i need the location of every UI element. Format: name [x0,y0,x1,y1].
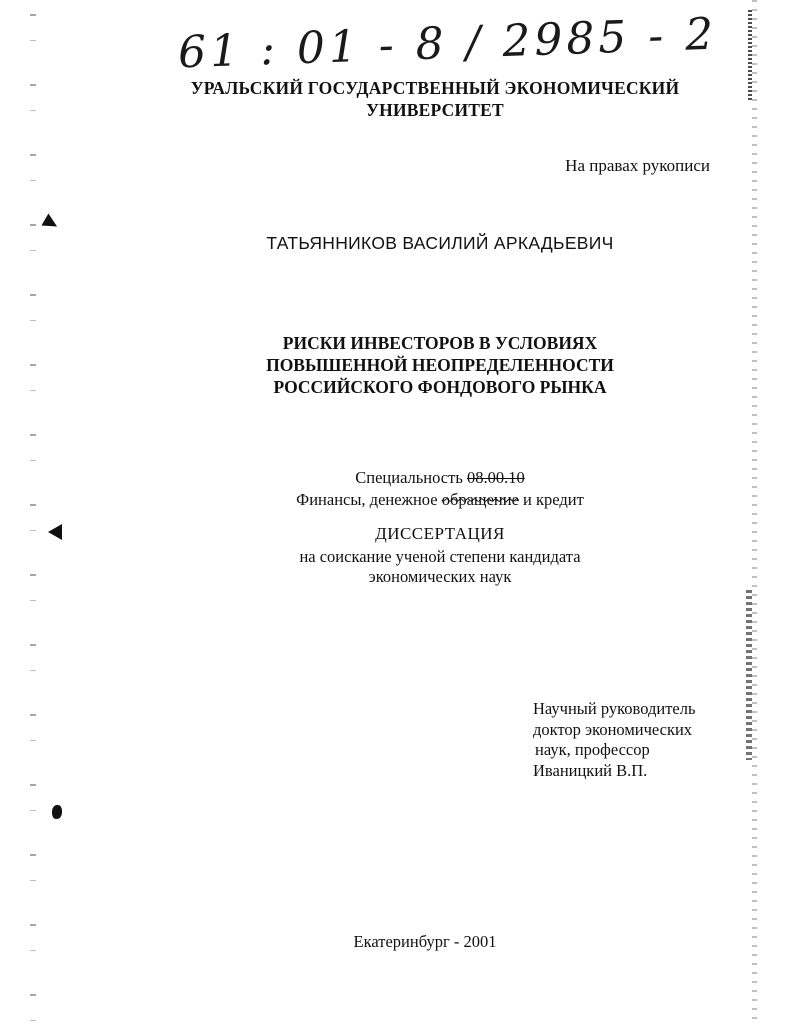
punch-hole-mark-top [41,213,60,232]
scan-artifact-right-edge [752,0,757,1024]
specialty-name-mid: обращение [441,490,519,509]
specialty-name [140,489,740,511]
dissertation-title [140,332,740,398]
title-line-3: РОССИЙСКОГО ФОНДОВОГО РЫНКА [273,377,607,397]
specialty-label: Специальность [355,468,463,487]
institution-line-1: УРАЛЬСКИЙ ГОСУДАРСТВЕННЫЙ ЭКОНОМИЧЕСКИЙ [190,78,680,98]
dissertation-heading: ДИССЕРТАЦИЯ [375,524,505,543]
place-and-year: Екатеринбург - 2001 [353,932,497,951]
advisor-line-2: доктор экономических [533,719,693,739]
advisor-line-1: Научный руководитель [533,699,696,718]
institution-line-2: УНИВЕРСИТЕТ [366,100,504,120]
specialty-block [140,467,740,511]
degree-line-2: экономических наук [368,567,512,586]
manuscript-rights-note: На правах рукописи [565,156,710,175]
title-line-2: ПОВЫШЕННОЙ НЕОПРЕДЕЛЕННОСТИ [266,355,614,375]
scan-artifact-right-top [748,10,752,100]
scientific-advisor [533,699,753,781]
specialty-code: 08.00.10 [466,468,525,487]
handwritten-catalog-code: 61 : 01 - 8 / 2985 - 2 [177,8,718,79]
specialty-name-prefix: Финансы, денежное [296,490,442,509]
institution-name [135,77,735,121]
author-name: ТАТЬЯННИКОВ ВАСИЛИЙ АРКАДЬЕВИЧ [266,233,614,253]
advisor-line-3: наук, профессор [535,740,650,759]
scan-artifact-left-edge [30,0,36,1024]
degree-description [140,547,740,587]
punch-hole-mark-middle [48,524,62,540]
punch-hole-mark-bottom [52,805,62,819]
advisor-line-4: Иваницкий В.П. [533,760,648,780]
specialty-name-suffix: и кредит [518,490,584,509]
degree-line-1: на соискание ученой степени кандидата [299,547,581,566]
title-line-1: РИСКИ ИНВЕСТОРОВ В УСЛОВИЯХ [282,333,598,353]
specialty-line [140,467,740,489]
